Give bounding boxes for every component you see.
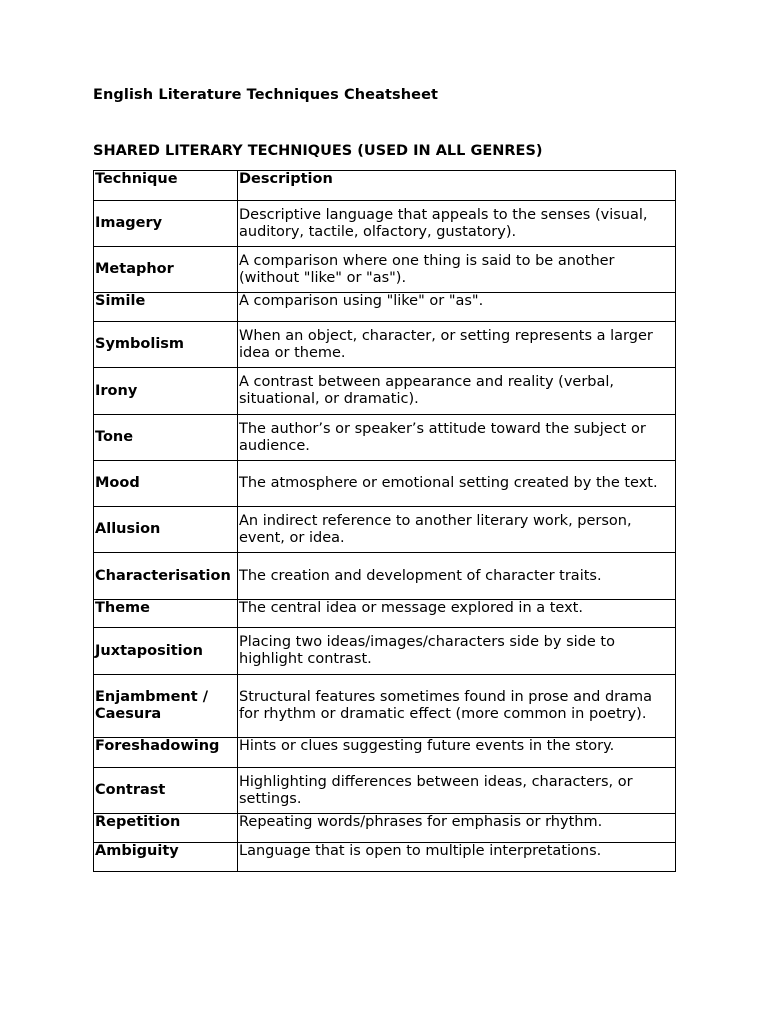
technique-cell: Enjambment / Caesura (94, 675, 238, 738)
description-cell: Repeating words/phrases for emphasis or rhythm. (238, 814, 676, 843)
table-row (94, 843, 676, 872)
techniques-table (93, 170, 676, 872)
description-cell: An indirect reference to another literary work, person, event, or idea. (238, 507, 676, 553)
table-row (94, 461, 676, 507)
description-cell: Structural features sometimes found in prose and drama for rhythm or dramatic effect (more common in poetry). (238, 675, 676, 738)
description-cell: A contrast between appearance and reality (verbal, situational, or dramatic). (238, 368, 676, 415)
table-row (94, 247, 676, 293)
description-cell: The author’s or speaker’s attitude toward the subject or audience. (238, 415, 676, 461)
technique-cell: Imagery (94, 201, 238, 247)
table-row (94, 814, 676, 843)
table-row (94, 368, 676, 415)
table-row (94, 738, 676, 768)
table-row (94, 628, 676, 675)
technique-cell: Ambiguity (94, 843, 238, 872)
description-cell: The creation and development of character traits. (238, 553, 676, 600)
table-row (94, 293, 676, 322)
technique-cell: Mood (94, 461, 238, 507)
table-row (94, 201, 676, 247)
header-technique: Technique (94, 171, 238, 201)
technique-cell: Simile (94, 293, 238, 322)
table-row (94, 600, 676, 628)
technique-cell: Repetition (94, 814, 238, 843)
technique-cell: Foreshadowing (94, 738, 238, 768)
table-row (94, 675, 676, 738)
table-header-row (94, 171, 676, 201)
table-row (94, 322, 676, 368)
description-cell: Hints or clues suggesting future events in the story. (238, 738, 676, 768)
technique-cell: Metaphor (94, 247, 238, 293)
description-cell: When an object, character, or setting represents a larger idea or theme. (238, 322, 676, 368)
table-row (94, 768, 676, 814)
description-cell: Placing two ideas/images/characters side by side to highlight contrast. (238, 628, 676, 675)
technique-cell: Juxtaposition (94, 628, 238, 675)
technique-cell: Symbolism (94, 322, 238, 368)
technique-cell: Irony (94, 368, 238, 415)
table-row (94, 553, 676, 600)
description-cell: Language that is open to multiple interpretations. (238, 843, 676, 872)
description-cell: Highlighting differences between ideas, characters, or settings. (238, 768, 676, 814)
technique-cell: Allusion (94, 507, 238, 553)
technique-cell: Tone (94, 415, 238, 461)
description-cell: The central idea or message explored in a text. (238, 600, 676, 628)
technique-cell: Theme (94, 600, 238, 628)
section-title: SHARED LITERARY TECHNIQUES (USED IN ALL GENRES) (93, 143, 543, 159)
technique-cell: Characterisation (94, 553, 238, 600)
technique-cell: Contrast (94, 768, 238, 814)
description-cell: Descriptive language that appeals to the senses (visual, auditory, tactile, olfactory, gustatory). (238, 201, 676, 247)
description-cell: A comparison using "like" or "as". (238, 293, 676, 322)
document-title: English Literature Techniques Cheatsheet (93, 87, 439, 103)
description-cell: The atmosphere or emotional setting created by the text. (238, 461, 676, 507)
table-row (94, 507, 676, 553)
header-description: Description (238, 171, 676, 201)
description-cell: A comparison where one thing is said to be another (without "like" or "as"). (238, 247, 676, 293)
table-row (94, 415, 676, 461)
